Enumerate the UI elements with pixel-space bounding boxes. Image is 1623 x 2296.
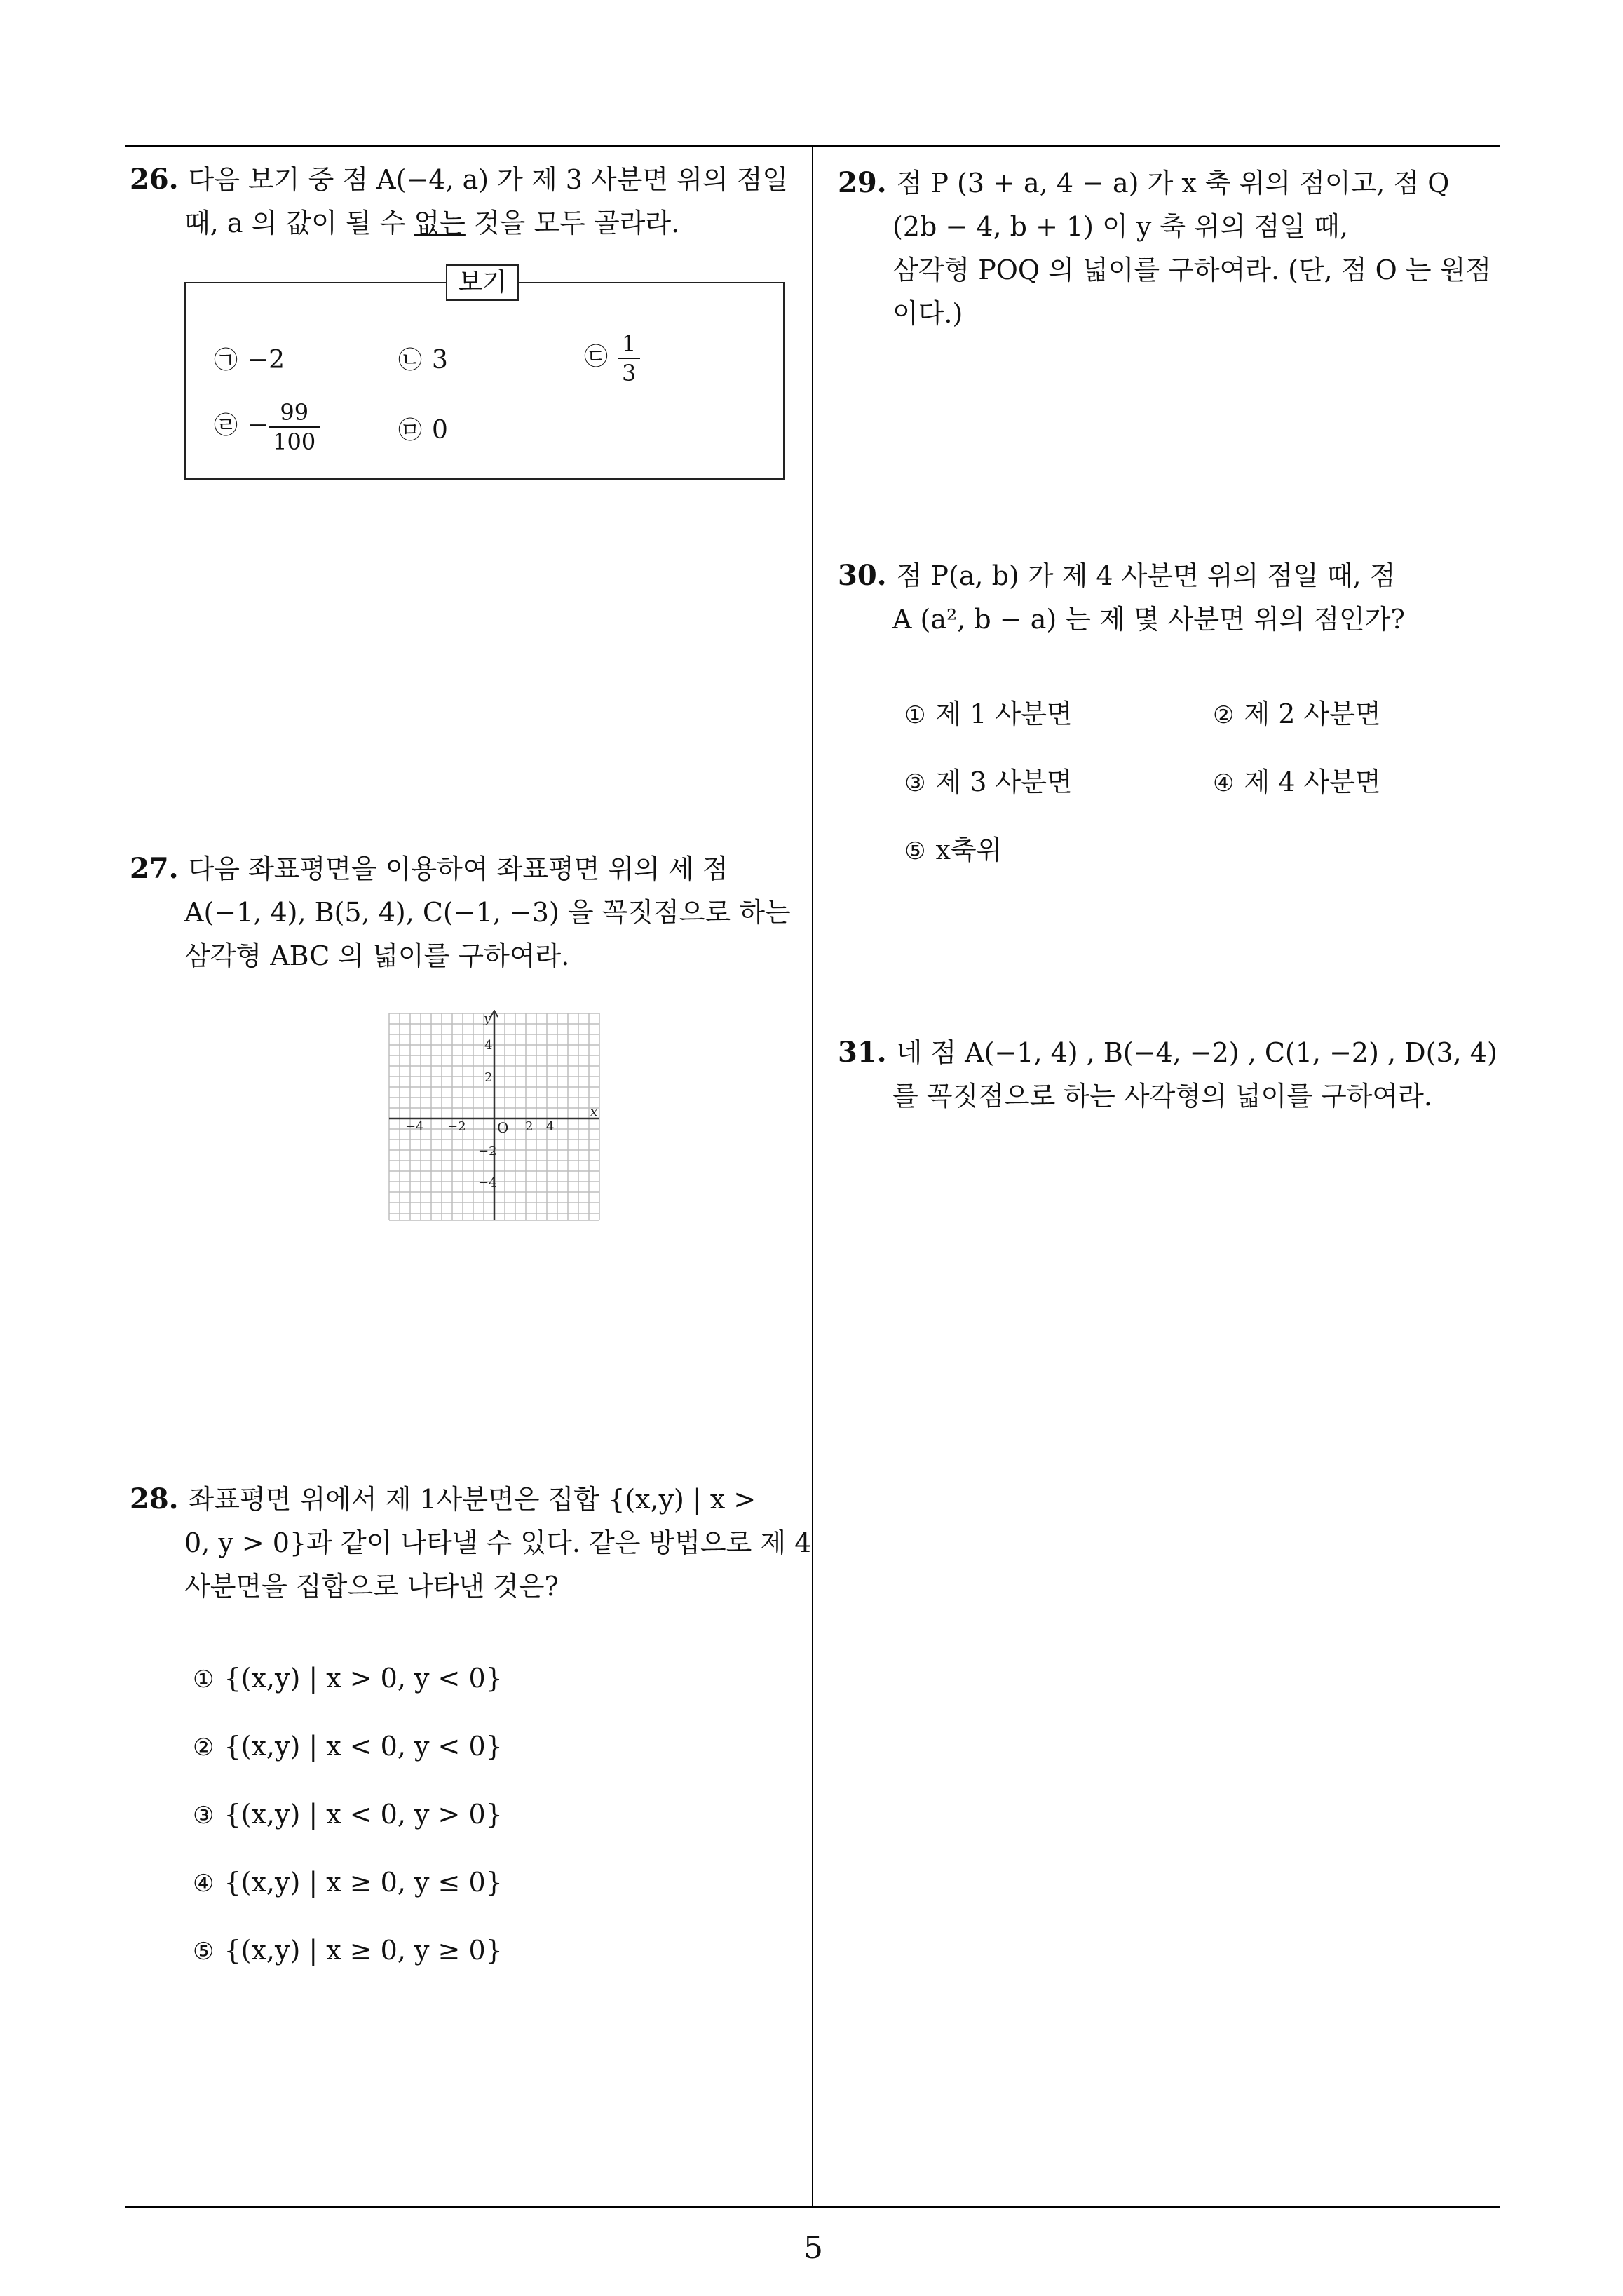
question-text: 0, y > 0}과 같이 나타낼 수 있다. 같은 방법으로 제 4 xyxy=(184,1527,812,1558)
y-tick-label: 2 xyxy=(484,1070,493,1085)
question-text: 다음 보기 중 점 A(−4, a) 가 제 3 사분면 위의 점일 xyxy=(188,164,789,195)
bogi-title: 보기 xyxy=(446,264,519,301)
choice-marker: ② xyxy=(193,1734,215,1762)
question-text: 점 P(a, b) 가 제 4 사분면 위의 점일 때, 점 xyxy=(896,560,1396,591)
question-30 xyxy=(838,554,1511,641)
x-axis-label: x xyxy=(590,1105,598,1119)
denominator: 3 xyxy=(622,360,637,386)
option-value: −2 xyxy=(247,346,285,374)
choice-3[interactable] xyxy=(904,764,1073,801)
question-text: A (a², b − a) 는 제 몇 사분면 위의 점인가? xyxy=(892,604,1405,635)
question-number: 26. xyxy=(130,163,179,196)
option-marker: ㉡ xyxy=(398,346,422,374)
question-text: 네 점 A(−1, 4) , B(−4, −2) , C(1, −2) , D(3, 4) xyxy=(896,1037,1498,1068)
numerator: 99 xyxy=(269,398,320,428)
x-tick-label: 2 xyxy=(525,1119,534,1134)
choice-text: 제 1 사분면 xyxy=(935,698,1073,729)
choice-text: x축위 xyxy=(935,835,1003,865)
choice-text: {(x,y) | x ≥ 0, y ≤ 0} xyxy=(224,1867,503,1898)
question-29 xyxy=(838,161,1511,335)
question-number: 30. xyxy=(838,559,887,592)
y-tick-label: 4 xyxy=(484,1038,493,1053)
y-tick-label: −4 xyxy=(478,1175,497,1190)
question-text: 삼각형 POQ 의 넓이를 구하여라. (단, 점 O 는 원점 xyxy=(892,255,1492,285)
choice-5[interactable] xyxy=(904,832,1002,869)
origin-label: O xyxy=(497,1119,509,1136)
denominator: 100 xyxy=(273,428,316,455)
bogi-option-3 xyxy=(584,330,640,387)
choice-4[interactable] xyxy=(1213,764,1381,801)
numerator: 1 xyxy=(618,330,640,359)
question-27 xyxy=(130,847,803,978)
choice-marker: ② xyxy=(1213,701,1235,729)
choice-text: 제 2 사분면 xyxy=(1244,698,1381,729)
choice-2[interactable] xyxy=(1213,696,1381,733)
choice-1[interactable] xyxy=(193,1661,503,1697)
question-text: 것을 모두 골라라. xyxy=(465,208,680,238)
choice-2[interactable] xyxy=(193,1729,503,1765)
question-text: 점 P (3 + a, 4 − a) 가 x 축 위의 점이고, 점 Q xyxy=(896,168,1450,198)
choice-text: {(x,y) | x ≥ 0, y ≥ 0} xyxy=(224,1935,503,1966)
choice-marker: ① xyxy=(904,701,926,729)
underlined-word: 없는 xyxy=(414,208,466,238)
column-divider xyxy=(812,145,813,2207)
question-number: 29. xyxy=(838,166,887,199)
choice-marker: ③ xyxy=(904,769,926,797)
option-marker: ㉢ xyxy=(584,343,608,371)
choice-text: 제 3 사분면 xyxy=(935,767,1073,797)
choice-text: 제 4 사분면 xyxy=(1244,767,1381,797)
x-tick-label: −2 xyxy=(447,1119,466,1134)
y-tick-label: −2 xyxy=(478,1144,497,1159)
y-axis-label: y xyxy=(484,1011,491,1026)
question-31 xyxy=(838,1031,1511,1118)
option-marker: ㉤ xyxy=(398,417,422,445)
option-value: 3 xyxy=(432,346,448,374)
question-text: 를 꼭짓점으로 하는 사각형의 넓이를 구하여라. xyxy=(892,1081,1432,1112)
question-number: 31. xyxy=(838,1036,887,1069)
question-text: (2b − 4, b + 1) 이 y 축 위의 점일 때, xyxy=(892,211,1348,242)
question-number: 27. xyxy=(130,852,179,885)
bottom-rule xyxy=(125,2206,1500,2208)
choice-marker: ③ xyxy=(193,1802,215,1830)
question-text: 삼각형 ABC 의 넓이를 구하여라. xyxy=(184,940,570,971)
bogi-option-2 xyxy=(398,344,448,377)
choice-text: {(x,y) | x < 0, y < 0} xyxy=(224,1731,503,1762)
fraction xyxy=(618,330,640,387)
question-text: 때, a 의 값이 될 수 xyxy=(184,208,414,238)
choice-text: {(x,y) | x < 0, y > 0} xyxy=(224,1799,503,1830)
bogi-option-4 xyxy=(214,398,320,456)
choice-1[interactable] xyxy=(904,696,1073,733)
choice-3[interactable] xyxy=(193,1797,503,1833)
option-value: 0 xyxy=(432,416,448,445)
bogi-option-1 xyxy=(214,344,285,377)
question-number: 28. xyxy=(130,1483,179,1515)
coordinate-plane xyxy=(386,1010,603,1224)
choice-marker: ④ xyxy=(193,1870,215,1898)
option-marker: ㉠ xyxy=(214,346,238,374)
question-26 xyxy=(130,158,803,245)
question-text: 좌표평면 위에서 제 1사분면은 집합 {(x,y) | x > xyxy=(188,1484,756,1515)
choice-marker: ⑤ xyxy=(193,1938,215,1966)
choice-text: {(x,y) | x > 0, y < 0} xyxy=(224,1663,503,1694)
fraction xyxy=(269,398,320,456)
choice-marker: ① xyxy=(193,1666,215,1694)
question-text: A(−1, 4), B(5, 4), C(−1, −3) 을 꼭짓점으로 하는 xyxy=(184,897,791,928)
x-tick-label: 4 xyxy=(546,1119,555,1134)
choice-marker: ④ xyxy=(1213,769,1235,797)
question-text: 다음 좌표평면을 이용하여 좌표평면 위의 세 점 xyxy=(188,853,728,884)
minus-sign: − xyxy=(247,411,269,440)
page-number: 5 xyxy=(803,2230,823,2266)
question-text: 사분면을 집합으로 나타낸 것은? xyxy=(184,1571,559,1602)
choice-4[interactable] xyxy=(193,1865,503,1901)
x-tick-label: −4 xyxy=(405,1119,424,1134)
choice-5[interactable] xyxy=(193,1933,503,1969)
question-28 xyxy=(130,1478,812,1608)
question-text: 이다.) xyxy=(892,298,963,329)
option-marker: ㉣ xyxy=(214,412,238,440)
choice-marker: ⑤ xyxy=(904,837,926,865)
bogi-option-5 xyxy=(398,414,448,447)
